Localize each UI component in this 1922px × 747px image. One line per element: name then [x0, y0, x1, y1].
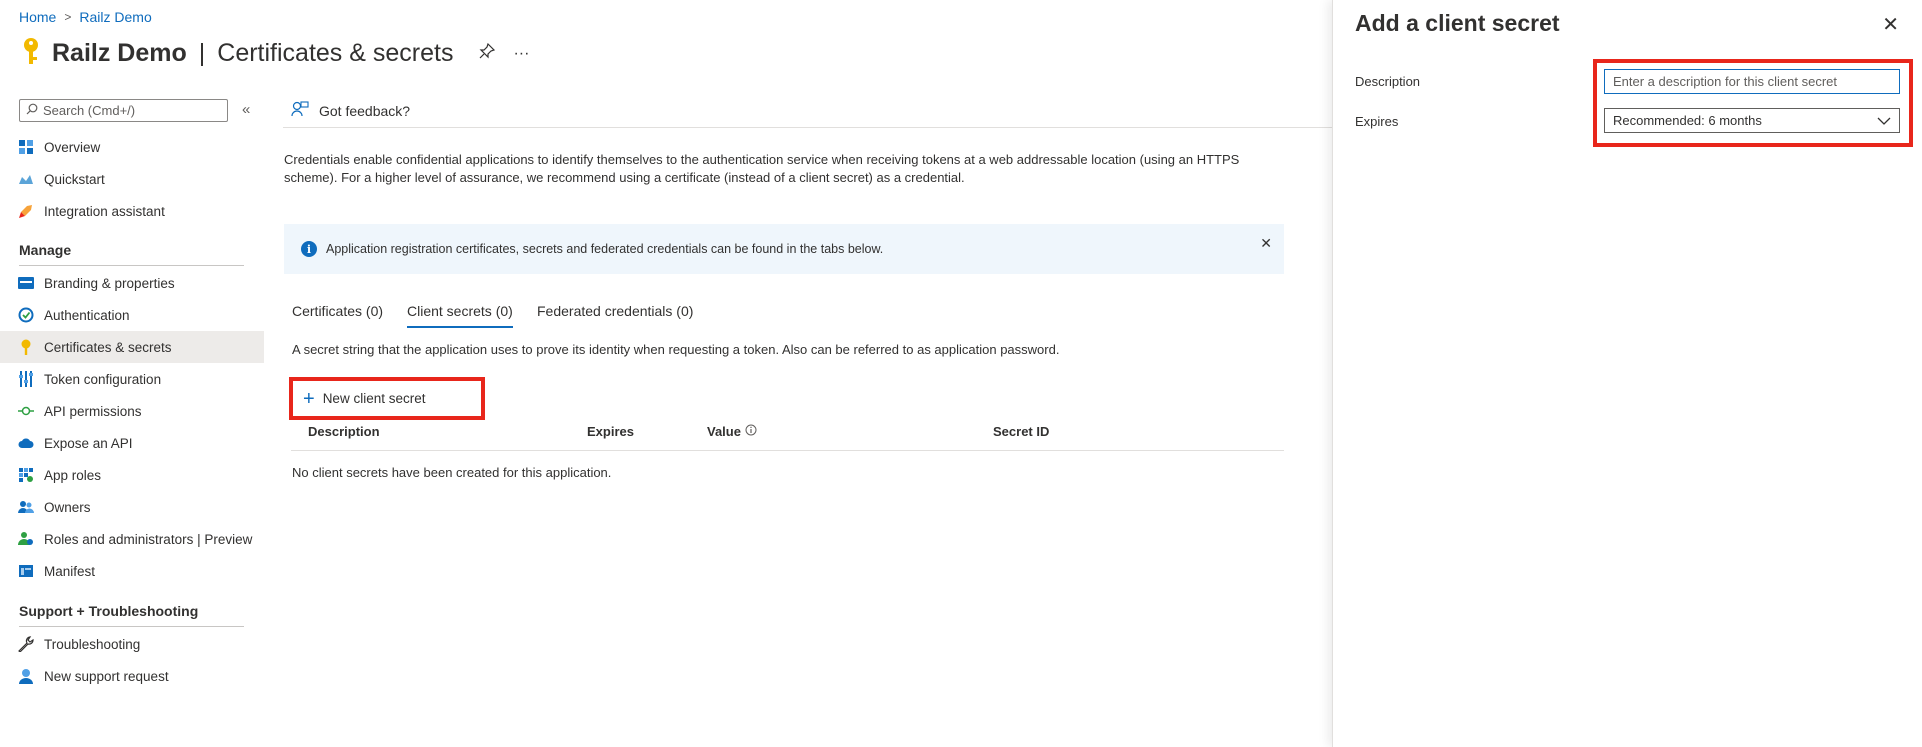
pin-icon[interactable] — [479, 43, 495, 64]
new-client-secret-label: New client secret — [322, 391, 426, 406]
sidebar-item-owners[interactable] — [0, 491, 264, 523]
breadcrumb-home[interactable]: Home — [19, 9, 57, 25]
info-icon[interactable] — [745, 424, 757, 439]
column-header-value-label: Value — [707, 424, 741, 439]
divider — [19, 626, 244, 627]
roles-icon — [18, 531, 34, 547]
sidebar-item-label: Overview — [44, 139, 101, 155]
sidebar-item-label: Token configuration — [44, 371, 162, 387]
tab-client-secrets[interactable]: Client secrets (0) — [407, 303, 513, 319]
cloud-icon — [18, 435, 34, 451]
sidebar-item-quickstart[interactable] — [0, 163, 264, 195]
search-icon — [26, 103, 38, 118]
divider — [283, 127, 1333, 128]
description-label: Description — [1355, 74, 1421, 89]
collapse-sidebar-icon[interactable]: « — [242, 101, 251, 118]
sidebar-item-expose-api[interactable] — [0, 427, 264, 459]
description-field[interactable] — [1604, 69, 1900, 94]
title-separator: | — [198, 39, 206, 67]
info-text: Application registration certificates, secrets and federated credentials can be found in the tabs below. — [326, 242, 884, 256]
tab-federated-credentials[interactable]: Federated credentials (0) — [537, 303, 694, 319]
sidebar-item-label: Integration assistant — [44, 203, 165, 219]
empty-state-message: No client secrets have been created for this application. — [292, 465, 612, 480]
authentication-icon — [18, 307, 34, 323]
sidebar-item-token-configuration[interactable] — [0, 363, 264, 395]
expires-selected-value: Recommended: 6 months — [1613, 113, 1762, 128]
support-icon — [18, 668, 34, 684]
wrench-icon — [18, 636, 34, 652]
tab-certificates[interactable]: Certificates (0) — [292, 303, 384, 319]
chevron-down-icon — [1877, 113, 1891, 128]
api-permissions-icon — [18, 403, 34, 419]
add-client-secret-panel — [1332, 0, 1922, 747]
rocket-icon — [18, 203, 34, 219]
sidebar-item-label: Expose an API — [44, 435, 133, 451]
sidebar-item-new-support-request[interactable] — [0, 660, 264, 692]
key-icon — [18, 339, 34, 355]
owners-icon — [18, 499, 34, 515]
key-icon — [20, 36, 42, 71]
sidebar-item-label: App roles — [44, 467, 102, 483]
page-header — [20, 36, 529, 71]
page-title: Certificates & secrets — [217, 39, 454, 67]
panel-title: Add a client secret — [1355, 10, 1560, 36]
more-options-icon[interactable]: ··· — [513, 44, 530, 62]
manage-section-header: Manage — [19, 242, 72, 258]
app-roles-icon — [18, 467, 34, 483]
sidebar-item-label: Owners — [44, 499, 91, 515]
chevron-right-icon: > — [64, 10, 72, 24]
sidebar-item-authentication[interactable] — [0, 299, 264, 331]
sidebar-item-certificates-secrets[interactable] — [0, 331, 264, 363]
manifest-icon — [18, 563, 34, 579]
sidebar-item-label: Troubleshooting — [44, 636, 141, 652]
new-client-secret-button[interactable] — [289, 377, 485, 420]
expires-label: Expires — [1355, 114, 1399, 129]
page-description: Credentials enable confidential applications to identify themselves to the authentication service when receiving tokens at a web addressable location (using an HTTPS scheme). For a higher level of assurance, we recommend using a certificate (instead of a client secret) as a credential. — [284, 152, 1240, 185]
sidebar-item-app-roles[interactable] — [0, 459, 264, 491]
search-placeholder: Search (Cmd+/) — [43, 103, 136, 118]
token-icon — [18, 371, 34, 387]
column-header-description: Description — [308, 424, 380, 439]
info-icon: i — [301, 241, 317, 257]
column-header-value — [707, 424, 757, 439]
search-input[interactable] — [19, 99, 228, 122]
app-name: Railz Demo — [52, 39, 187, 67]
sidebar-item-label: New support request — [44, 668, 169, 684]
sidebar-item-manifest[interactable] — [0, 555, 264, 587]
sidebar-item-api-permissions[interactable] — [0, 395, 264, 427]
sidebar-item-label: Authentication — [44, 307, 130, 323]
tab-description: A secret string that the application uses to prove its identity when requesting a token. Also can be referred to as application password. — [292, 342, 1060, 357]
overview-icon — [18, 139, 34, 155]
sidebar-item-label: API permissions — [44, 403, 142, 419]
close-icon[interactable]: ✕ — [1260, 235, 1272, 251]
sidebar-item-integration-assistant[interactable] — [0, 195, 264, 227]
sidebar-item-label: Manifest — [44, 563, 96, 579]
expires-dropdown[interactable] — [1604, 108, 1900, 133]
sidebar-item-label: Roles and administrators | Preview — [44, 531, 253, 547]
breadcrumb-app[interactable]: Railz Demo — [79, 9, 152, 25]
feedback-icon — [291, 101, 309, 120]
selected-tab-indicator — [407, 326, 513, 328]
column-header-expires: Expires — [587, 424, 634, 439]
sidebar-item-label: Branding & properties — [44, 275, 175, 291]
branding-icon — [18, 275, 34, 291]
info-banner — [284, 224, 1284, 274]
plus-icon: + — [303, 387, 315, 410]
column-header-secret-id: Secret ID — [993, 424, 1050, 439]
sidebar-item-label: Quickstart — [44, 171, 105, 187]
support-section-header: Support + Troubleshooting — [19, 603, 199, 619]
sidebar-item-overview[interactable] — [0, 131, 264, 163]
feedback-button[interactable] — [291, 101, 410, 120]
sidebar-item-troubleshooting[interactable] — [0, 628, 264, 660]
quickstart-icon — [18, 171, 34, 187]
sidebar-item-roles-administrators[interactable] — [0, 523, 264, 555]
divider — [19, 265, 244, 266]
sidebar-item-branding[interactable] — [0, 267, 264, 299]
breadcrumb — [19, 9, 152, 25]
table-header-divider — [291, 450, 1284, 451]
feedback-label: Got feedback? — [319, 102, 411, 119]
close-icon[interactable]: ✕ — [1882, 14, 1899, 36]
sidebar-item-label: Certificates & secrets — [44, 339, 172, 355]
